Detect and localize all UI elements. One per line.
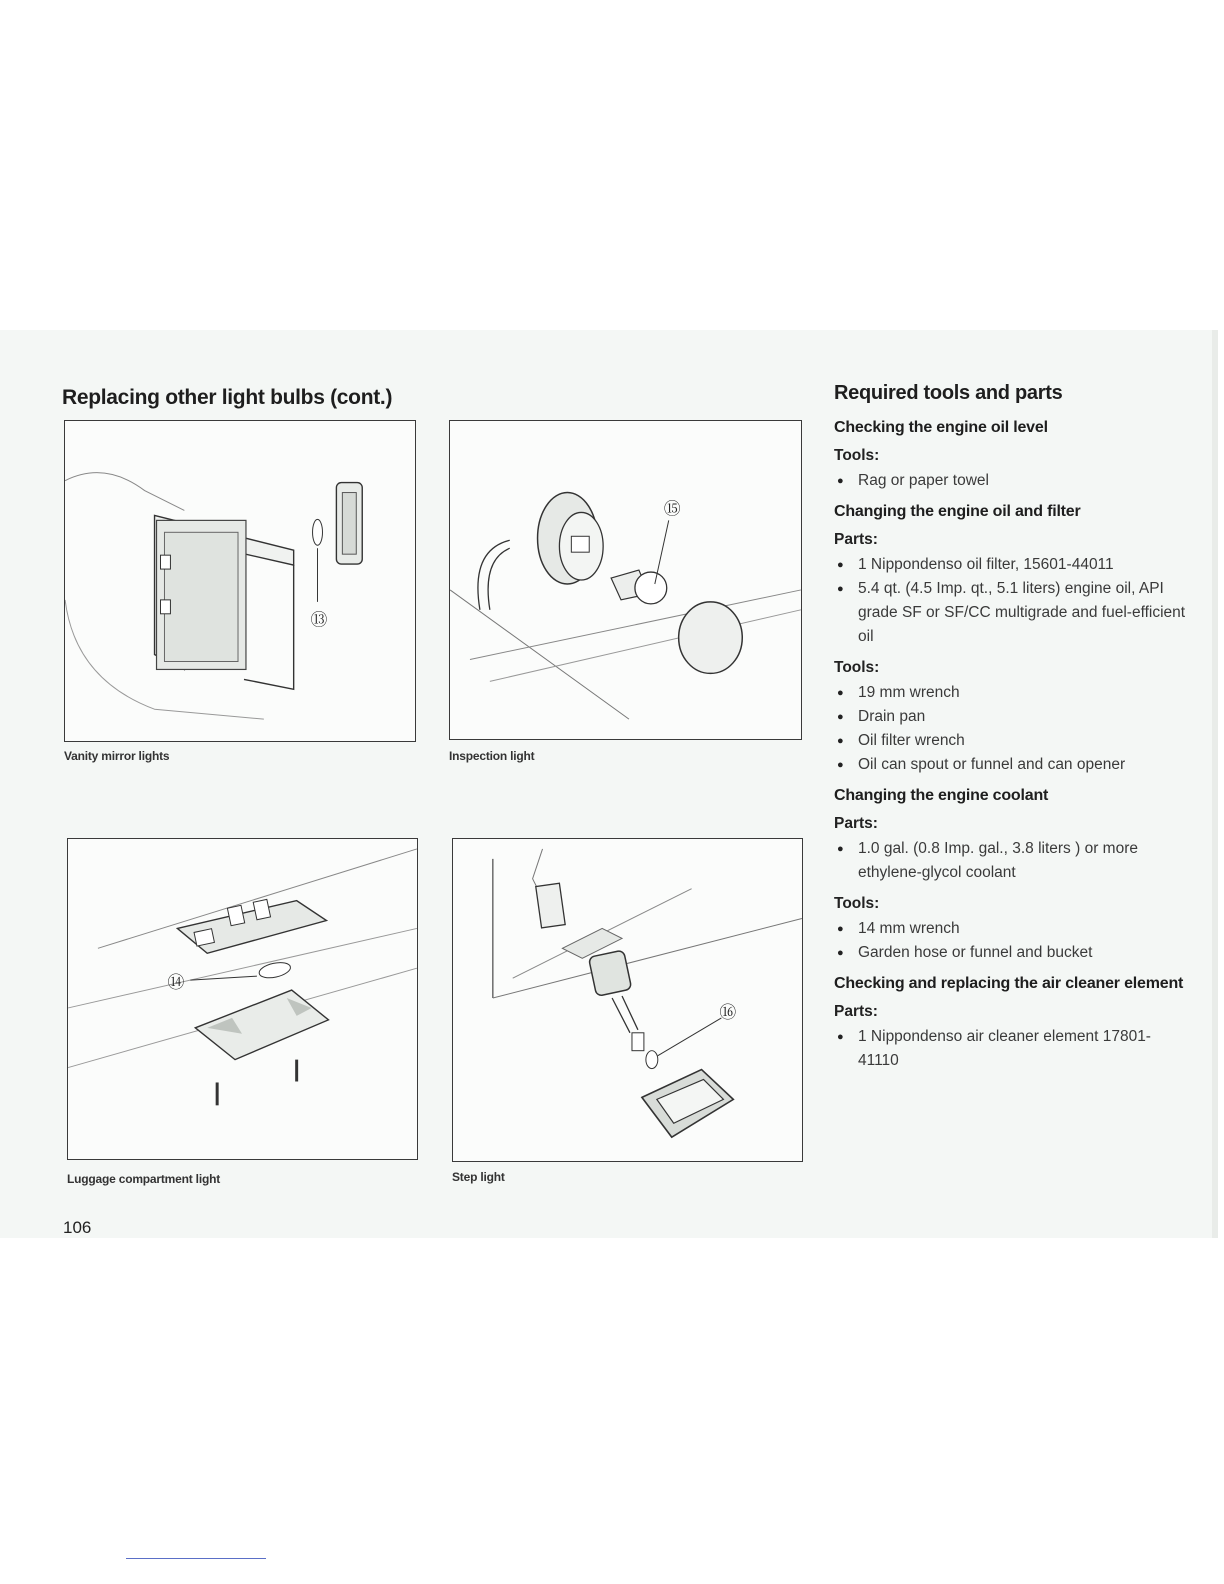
tools-list	[834, 681, 1186, 777]
list-item: ● 1.0 gal. (0.8 Imp. gal., 3.8 liters ) or more ethylene-glycol coolant	[834, 837, 1186, 885]
section-title: Changing the engine coolant	[834, 787, 1049, 804]
inspection-light-illustration	[450, 421, 801, 739]
tools-label: Tools:	[834, 659, 880, 676]
parts-label: Parts:	[834, 531, 878, 548]
caption-luggage-compartment-light: Luggage compartment light	[67, 1172, 221, 1186]
list-item: ● 14 mm wrench	[834, 917, 1186, 941]
callout-15: ⑮	[663, 498, 681, 519]
parts-label: Parts:	[834, 815, 878, 832]
section-engine-oil-filter	[834, 503, 1186, 777]
list-item: ● 1 Nippondenso oil filter, 15601-44011	[834, 553, 1186, 577]
figure-step-light	[452, 838, 803, 1162]
page-number: 106	[63, 1218, 92, 1237]
page-heading: Replacing other light bulbs (cont.)	[62, 386, 393, 409]
list-item: ● 1 Nippondenso air cleaner element 17801-41110	[834, 1025, 1186, 1073]
list-item: ● Garden hose or funnel and bucket	[834, 941, 1186, 965]
caption-vanity-mirror-lights: Vanity mirror lights	[64, 749, 170, 763]
callout-14: ⑭	[167, 972, 185, 993]
section-title: Changing the engine oil and filter	[834, 503, 1081, 520]
section-title: Checking and replacing the air cleaner element	[834, 975, 1184, 992]
tools-label: Tools:	[834, 895, 880, 912]
parts-label: Parts:	[834, 1003, 878, 1020]
parts-list	[834, 553, 1186, 649]
tools-list	[834, 469, 1186, 493]
figure-vanity-mirror-lights	[64, 420, 416, 742]
figure-inspection-light	[449, 420, 802, 740]
section-title: Checking the engine oil level	[834, 419, 1048, 436]
required-tools-column	[834, 382, 1186, 1083]
list-item: ● 19 mm wrench	[834, 681, 1186, 705]
step-light-illustration	[453, 839, 802, 1161]
tools-label: Tools:	[834, 447, 880, 464]
required-tools-heading: Required tools and parts	[834, 382, 1063, 404]
caption-inspection-light: Inspection light	[449, 749, 535, 763]
section-engine-oil-level	[834, 419, 1186, 493]
list-item: ● 5.4 qt. (4.5 Imp. qt., 5.1 liters) engine oil, API grade SF or SF/CC multigrade and fuel-efficient oil	[834, 577, 1186, 649]
luggage-light-illustration	[68, 839, 417, 1159]
list-item: ● Oil can spout or funnel and can opener	[834, 753, 1186, 777]
list-item: ● Oil filter wrench	[834, 729, 1186, 753]
caption-step-light: Step light	[452, 1170, 505, 1184]
list-item: ● Rag or paper towel	[834, 469, 1186, 493]
figure-luggage-compartment-light	[67, 838, 418, 1160]
parts-list	[834, 1025, 1186, 1073]
callout-16: ⑯	[719, 1001, 737, 1022]
footer-link-underline	[126, 1558, 266, 1559]
callout-13: ⑬	[310, 609, 328, 630]
list-item: ● Drain pan	[834, 705, 1186, 729]
parts-list	[834, 837, 1186, 885]
vanity-mirror-illustration	[65, 421, 415, 741]
section-air-cleaner	[834, 975, 1186, 1073]
tools-list	[834, 917, 1186, 965]
section-engine-coolant	[834, 787, 1186, 965]
